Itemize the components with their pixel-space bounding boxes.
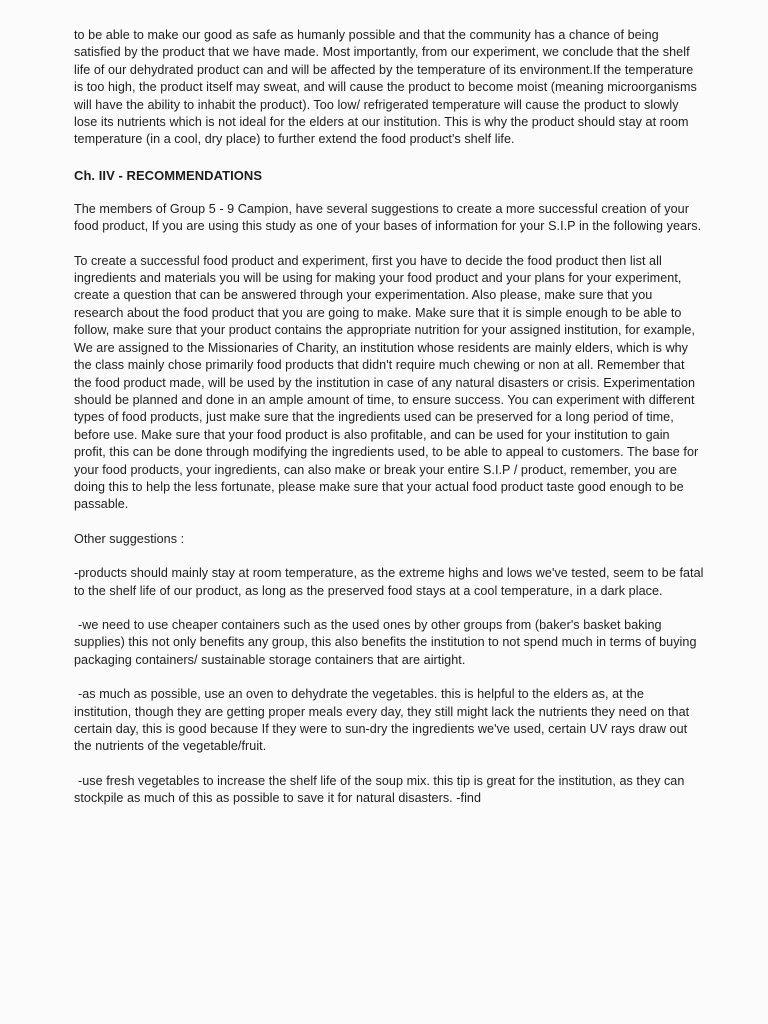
suggestion-item: -use fresh vegetables to increase the shelf life of the soup mix. this tip is great for the institution, as they can stockpile as much of this as possible to save it for natural disasters. -find — [74, 773, 685, 806]
suggestion-item: -products should mainly stay at room temperature, as the extreme highs and lows we've tested, seem to be fatal to the shelf life of our product, as long as the preserved food stays at a cool temperature, in a dark place. — [74, 566, 704, 598]
suggestion-item: -as much as possible, use an oven to dehydrate the vegetables. this is helpful to the elders as, at the institution, though they are getting proper meals every day, they still might lack the nutrients they need on that certain day, this is good because If they were to sun-dry the ingredients we've used, certain UV rays draw out the nutrients of the vegetable/fruit. — [74, 687, 690, 754]
guidance-paragraph: To create a successful food product and experiment, first you have to decide the food product then list all ingredients and materials you will be using for making your food product and your plans for your experiment, create a question that can be answered through your experimentation. Also please, make sure that you research about the food product that you are going to make. Make sure that it is simple enough to be able to follow, make sure that your product contains the appropriate nutrition for your assigned institution, for example, We are assigned to the Missionaries of Charity, an institution whose residents are mainly elders, which is why the class mainly chose primarily food products that didn't require much chewing or non at all. Remember that the food product made, will be used by the institution in case of any natural disasters or crisis. Experimentation should be planned and done in an ample amount of time, to ensure success. You can experiment with different types of food products, just make sure that the ingredients used can be preserved for a long period of time, before use. Make sure that your food product is also profitable, and can be used for your institution to gain profit, this can be done through modifying the ingredients used, to be able to appeal to customers. The base for your food products, your ingredients, can also make or break your entire S.I.P / product, remember, you are doing this to help the less fortunate, please make sure that your actual food product taste good enough to be passable. — [74, 253, 699, 512]
conclusion-paragraph: to be able to make our good as safe as humanly possible and that the community has a chance of being satisfied by the product that we have made. Most importantly, from our experiment, we conclude that the shelf life of our dehydrated product can and will be affected by the temperature of its environment.If the temperature is too high, the product itself may sweat, and will cause the product to become moist (meaning microorganisms will have the ability to inhabit the product). Too low/ refrigerated temperature will cause the product to slowly lose its nutrients which is not ideal for the elders at our institution. This is why the product should stay at room temperature (in a cool, dry place) to further extend the food product's shelf life. — [74, 28, 697, 147]
section-heading: Ch. IIV - RECOMMENDATIONS — [74, 167, 263, 183]
other-suggestions-label: Other suggestions : — [74, 531, 185, 546]
suggestion-item: -we need to use cheaper containers such as the used ones by other groups from (baker's basket baking supplies) this not only benefits any group, this also benefits the institution to not spend much in terms of buying packaging containers/ sustainable storage containers that are airtight. — [74, 617, 697, 667]
intro-paragraph: The members of Group 5 - 9 Campion, have several suggestions to create a more successful creation of your food product, If you are using this study as one of your bases of information for your S.I.P in the following years. — [74, 201, 702, 234]
